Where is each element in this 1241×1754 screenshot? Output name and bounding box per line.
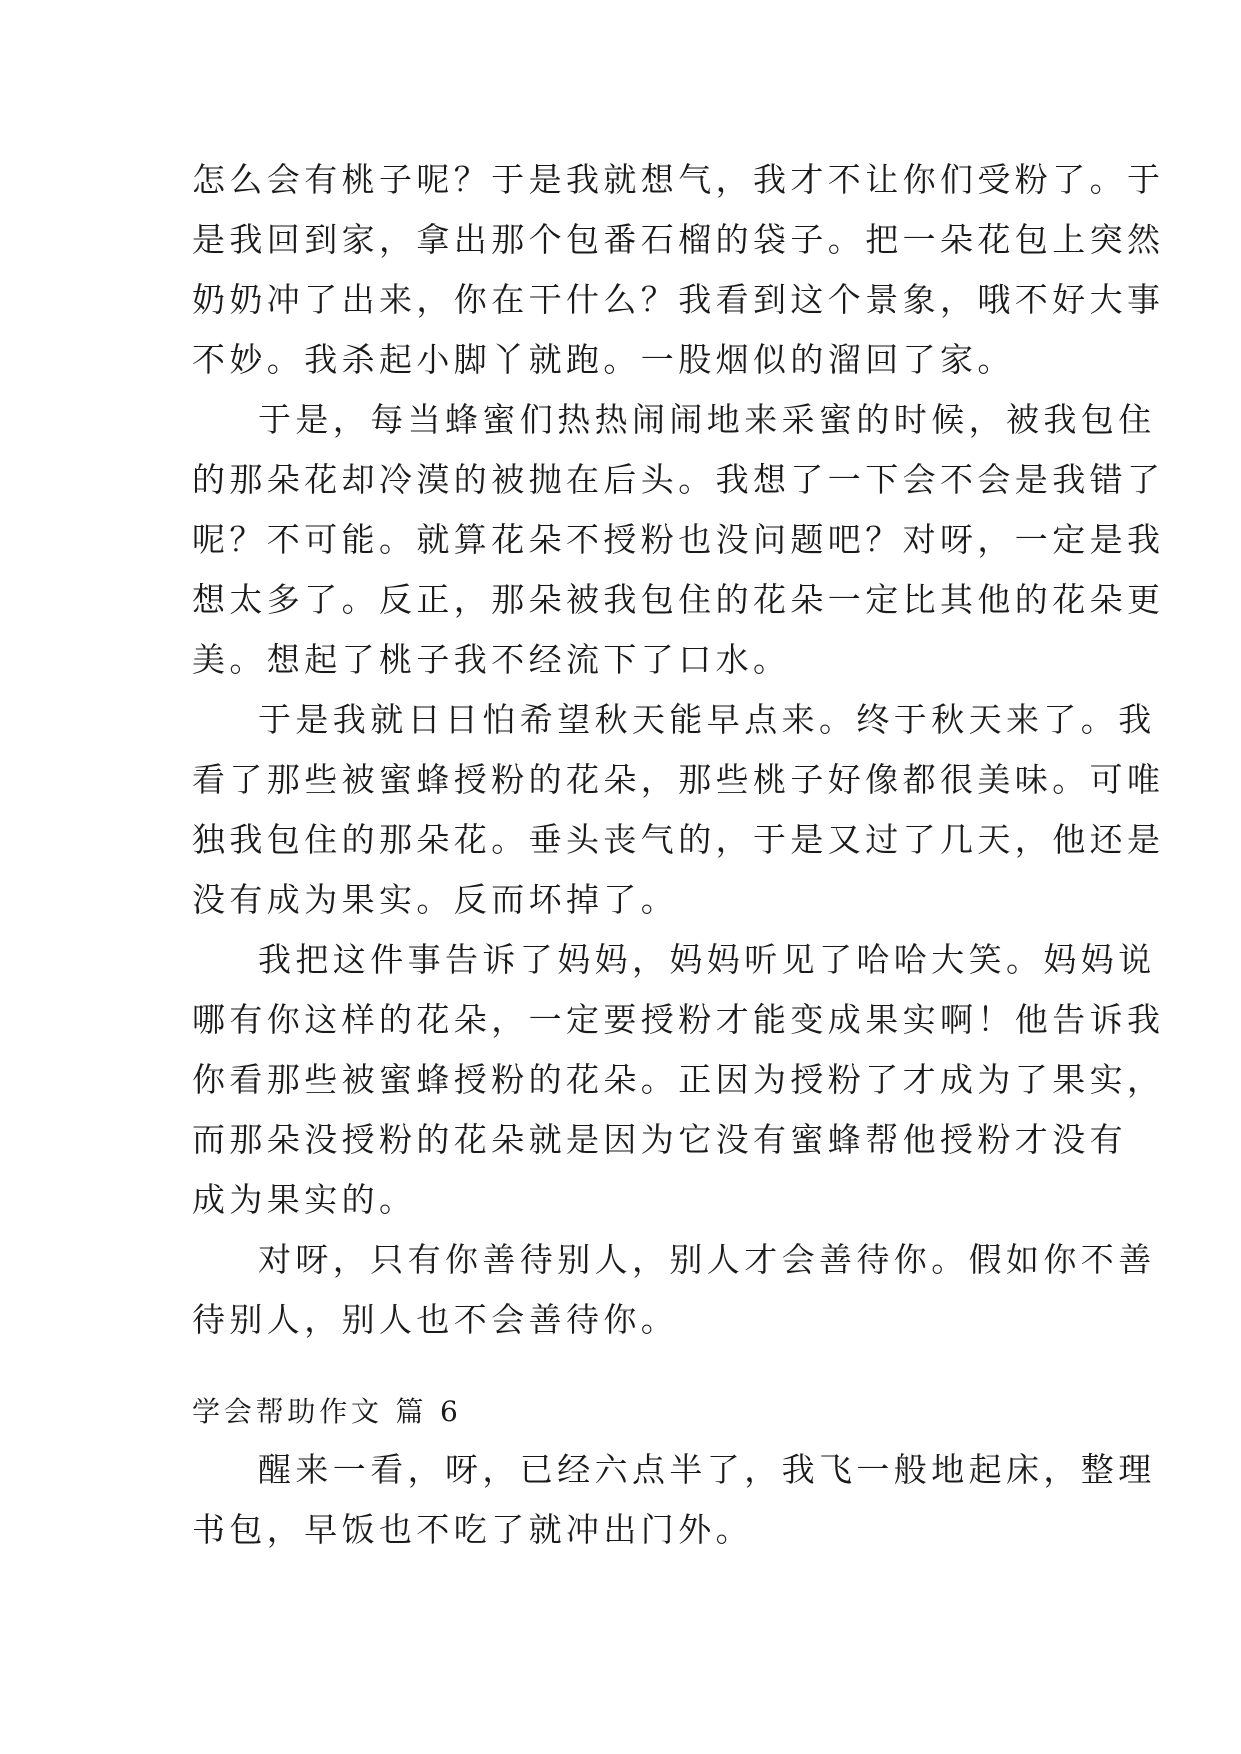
text-line: 而那朵没授粉的花朵就是因为它没有蜜蜂帮他授粉才没有 [192, 1120, 1127, 1159]
text-line: 成为果实的。 [192, 1180, 417, 1219]
text-line: 哪有你这样的花朵，一定要授粉才能变成果实啊！他告诉我 [192, 1000, 1165, 1039]
section-heading: 学会帮助作文 篇 6 [192, 1395, 462, 1428]
text-line: 是我回到家，拿出那个包番石榴的袋子。把一朵花包上突然 [192, 220, 1165, 259]
paragraph-first-line: 于是我就日日怕希望秋天能早点来。终于秋天来了。我 [258, 700, 1156, 739]
paragraph-first-line: 醒来一看，呀，已经六点半了，我飞一般地起床，整理 [258, 1450, 1156, 1489]
text-line: 美。想起了桃子我不经流下了口水。 [192, 640, 791, 679]
paragraph-first-line: 对呀，只有你善待别人，别人才会善待你。假如你不善 [258, 1240, 1156, 1279]
text-line: 没有成为果实。反而坏掉了。 [192, 880, 679, 919]
text-line: 的那朵花却冷漠的被抛在后头。我想了一下会不会是我错了 [192, 460, 1165, 499]
paragraph-first-line: 于是，每当蜂蜜们热热闹闹地来采蜜的时候，被我包住 [258, 400, 1156, 439]
paragraph-first-line: 我把这件事告诉了妈妈，妈妈听见了哈哈大笑。妈妈说 [258, 940, 1156, 979]
text-line: 呢？不可能。就算花朵不授粉也没问题吧？对呀，一定是我 [192, 520, 1165, 559]
text-line: 待别人，别人也不会善待你。 [192, 1300, 679, 1339]
text-line: 你看那些被蜜蜂授粉的花朵。正因为授粉了才成为了果实， [192, 1060, 1165, 1099]
text-line: 看了那些被蜜蜂授粉的花朵，那些桃子好像都很美味。可唯 [192, 760, 1165, 799]
text-line: 怎么会有桃子呢？于是我就想气，我才不让你们受粉了。于 [192, 160, 1165, 199]
text-line: 奶奶冲了出来，你在干什么？我看到这个景象，哦不好大事 [192, 280, 1165, 319]
text-line: 不妙。我杀起小脚丫就跑。一股烟似的溜回了家。 [192, 340, 1015, 379]
text-line: 想太多了。反正，那朵被我包住的花朵一定比其他的花朵更 [192, 580, 1165, 619]
text-line: 书包，早饭也不吃了就冲出门外。 [192, 1510, 753, 1549]
text-line: 独我包住的那朵花。垂头丧气的，于是又过了几天，他还是 [192, 820, 1165, 859]
